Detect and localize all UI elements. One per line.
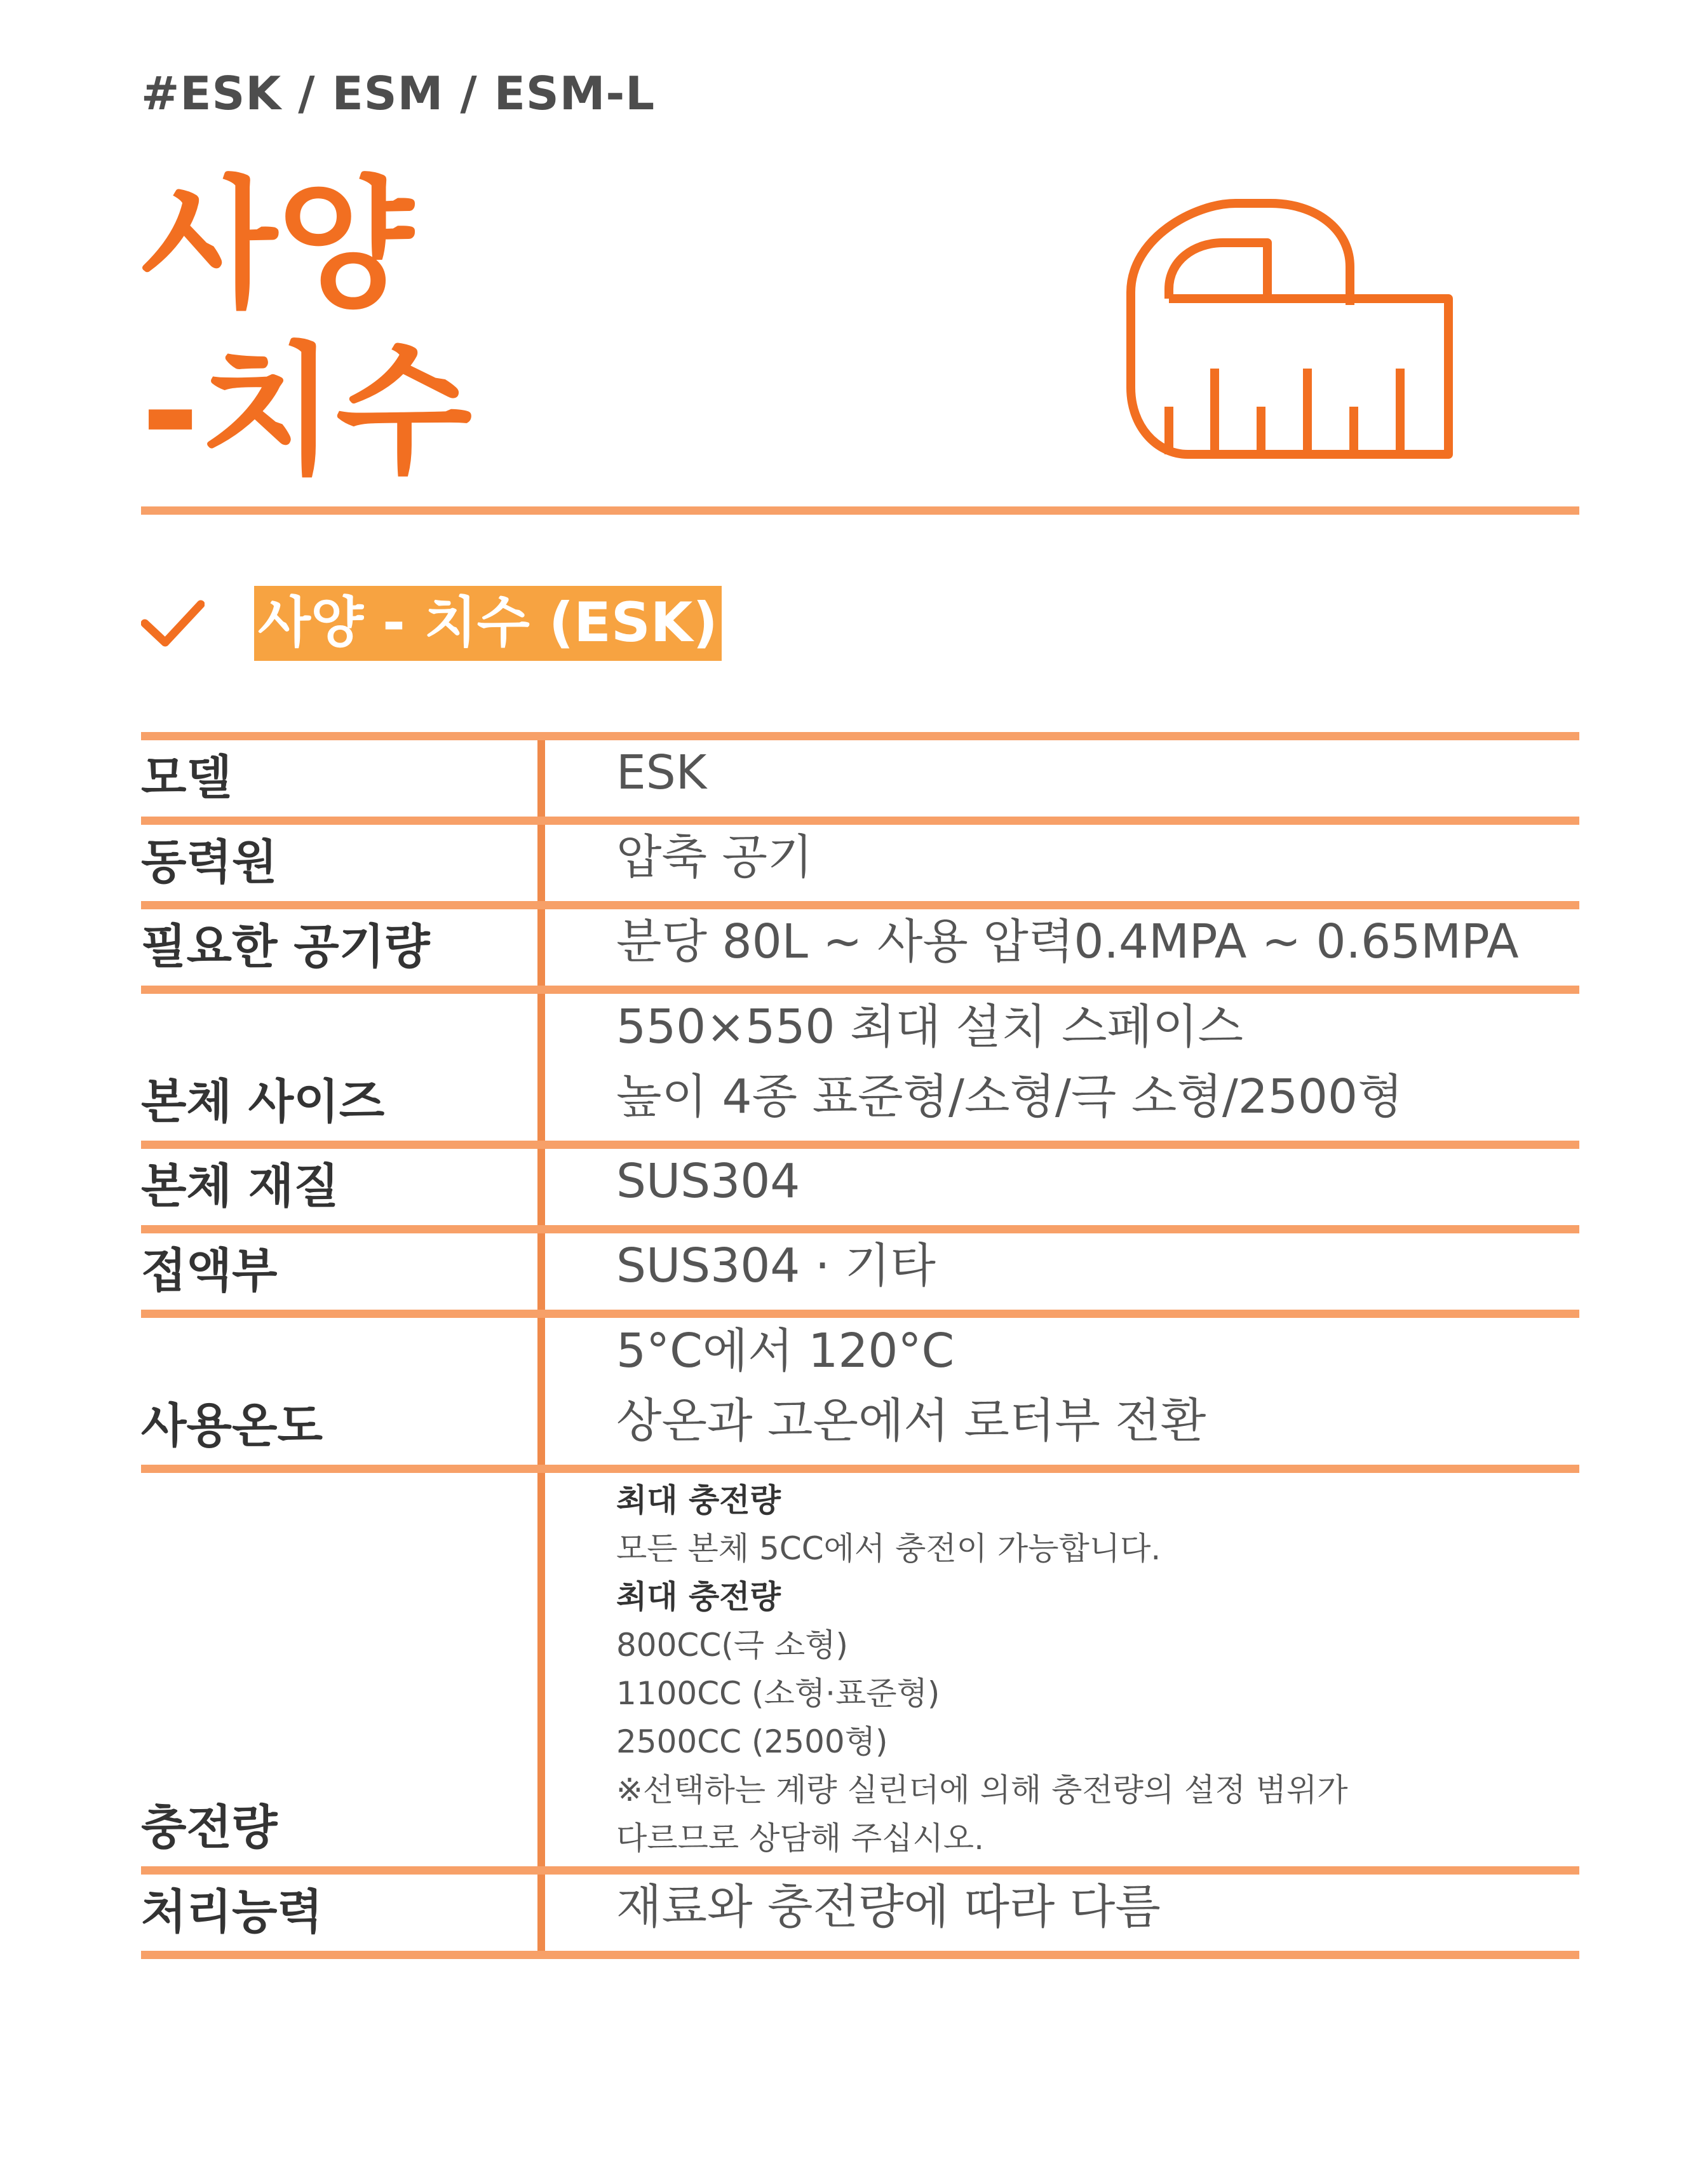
- row-label: 충전량: [141, 1800, 278, 1855]
- table-row: [141, 1225, 1579, 1310]
- table-row: [141, 732, 1579, 817]
- table-row: [141, 1465, 1579, 1866]
- table-row: [141, 1866, 1579, 1959]
- row-value: 분당 80L ~ 사용 압력0.4MPA ~ 0.65MPA: [616, 914, 1519, 969]
- table-row: [141, 901, 1579, 986]
- row-value: ESK: [616, 745, 707, 800]
- check-icon: [141, 598, 205, 649]
- row-label: 접액부: [141, 1244, 278, 1298]
- section-header: [141, 583, 722, 663]
- section-title: 사양 - 치수 (ESK): [254, 586, 722, 661]
- row-value: 재료와 충전량에 따라 다름: [616, 1880, 1161, 1934]
- row-label: 필요한 공기량: [141, 919, 430, 974]
- row-value: SUS304: [616, 1154, 800, 1209]
- row-value: 최대 충전량 모든 본체 5CC에서 충전이 가능합니다. 최대 충전량 800CC(극 소형) 1100CC (소형·표준형) 2500CC (2500형) ※선택하는 계량 실린더에 의해 충전량의 설정 범위가 다르므로 상담해 주십시오.: [616, 1482, 1348, 1857]
- row-label: 처리능력: [141, 1885, 323, 1939]
- measuring-tape-icon: [1124, 197, 1455, 464]
- header-divider: [141, 506, 1579, 515]
- row-label: 사용온도: [141, 1399, 323, 1453]
- row-value: SUS304 · 기타: [616, 1238, 936, 1293]
- spec-table: [141, 732, 1579, 1959]
- page-title-line-1: 사양: [141, 163, 414, 327]
- table-row: [141, 1310, 1579, 1465]
- tagline: #ESK / ESM / ESM-L: [141, 67, 656, 120]
- table-row: [141, 1141, 1579, 1225]
- row-value: 550×550 최대 설치 스페이스 높이 4종 표준형/소형/극 소형/2500형: [616, 1000, 1403, 1124]
- row-label: 본체 사이즈: [141, 1075, 385, 1129]
- table-row: [141, 817, 1579, 901]
- row-label: 모델: [141, 750, 232, 805]
- row-label: 본체 재질: [141, 1159, 339, 1214]
- row-value: 5°C에서 120°C 상온과 고온에서 로터부 전환: [616, 1324, 1206, 1448]
- page-title: [141, 162, 472, 495]
- table-row: [141, 986, 1579, 1141]
- page-title-line-2: -치수: [141, 330, 473, 494]
- row-label: 동력원: [141, 835, 278, 890]
- row-value: 압축 공기: [616, 830, 813, 885]
